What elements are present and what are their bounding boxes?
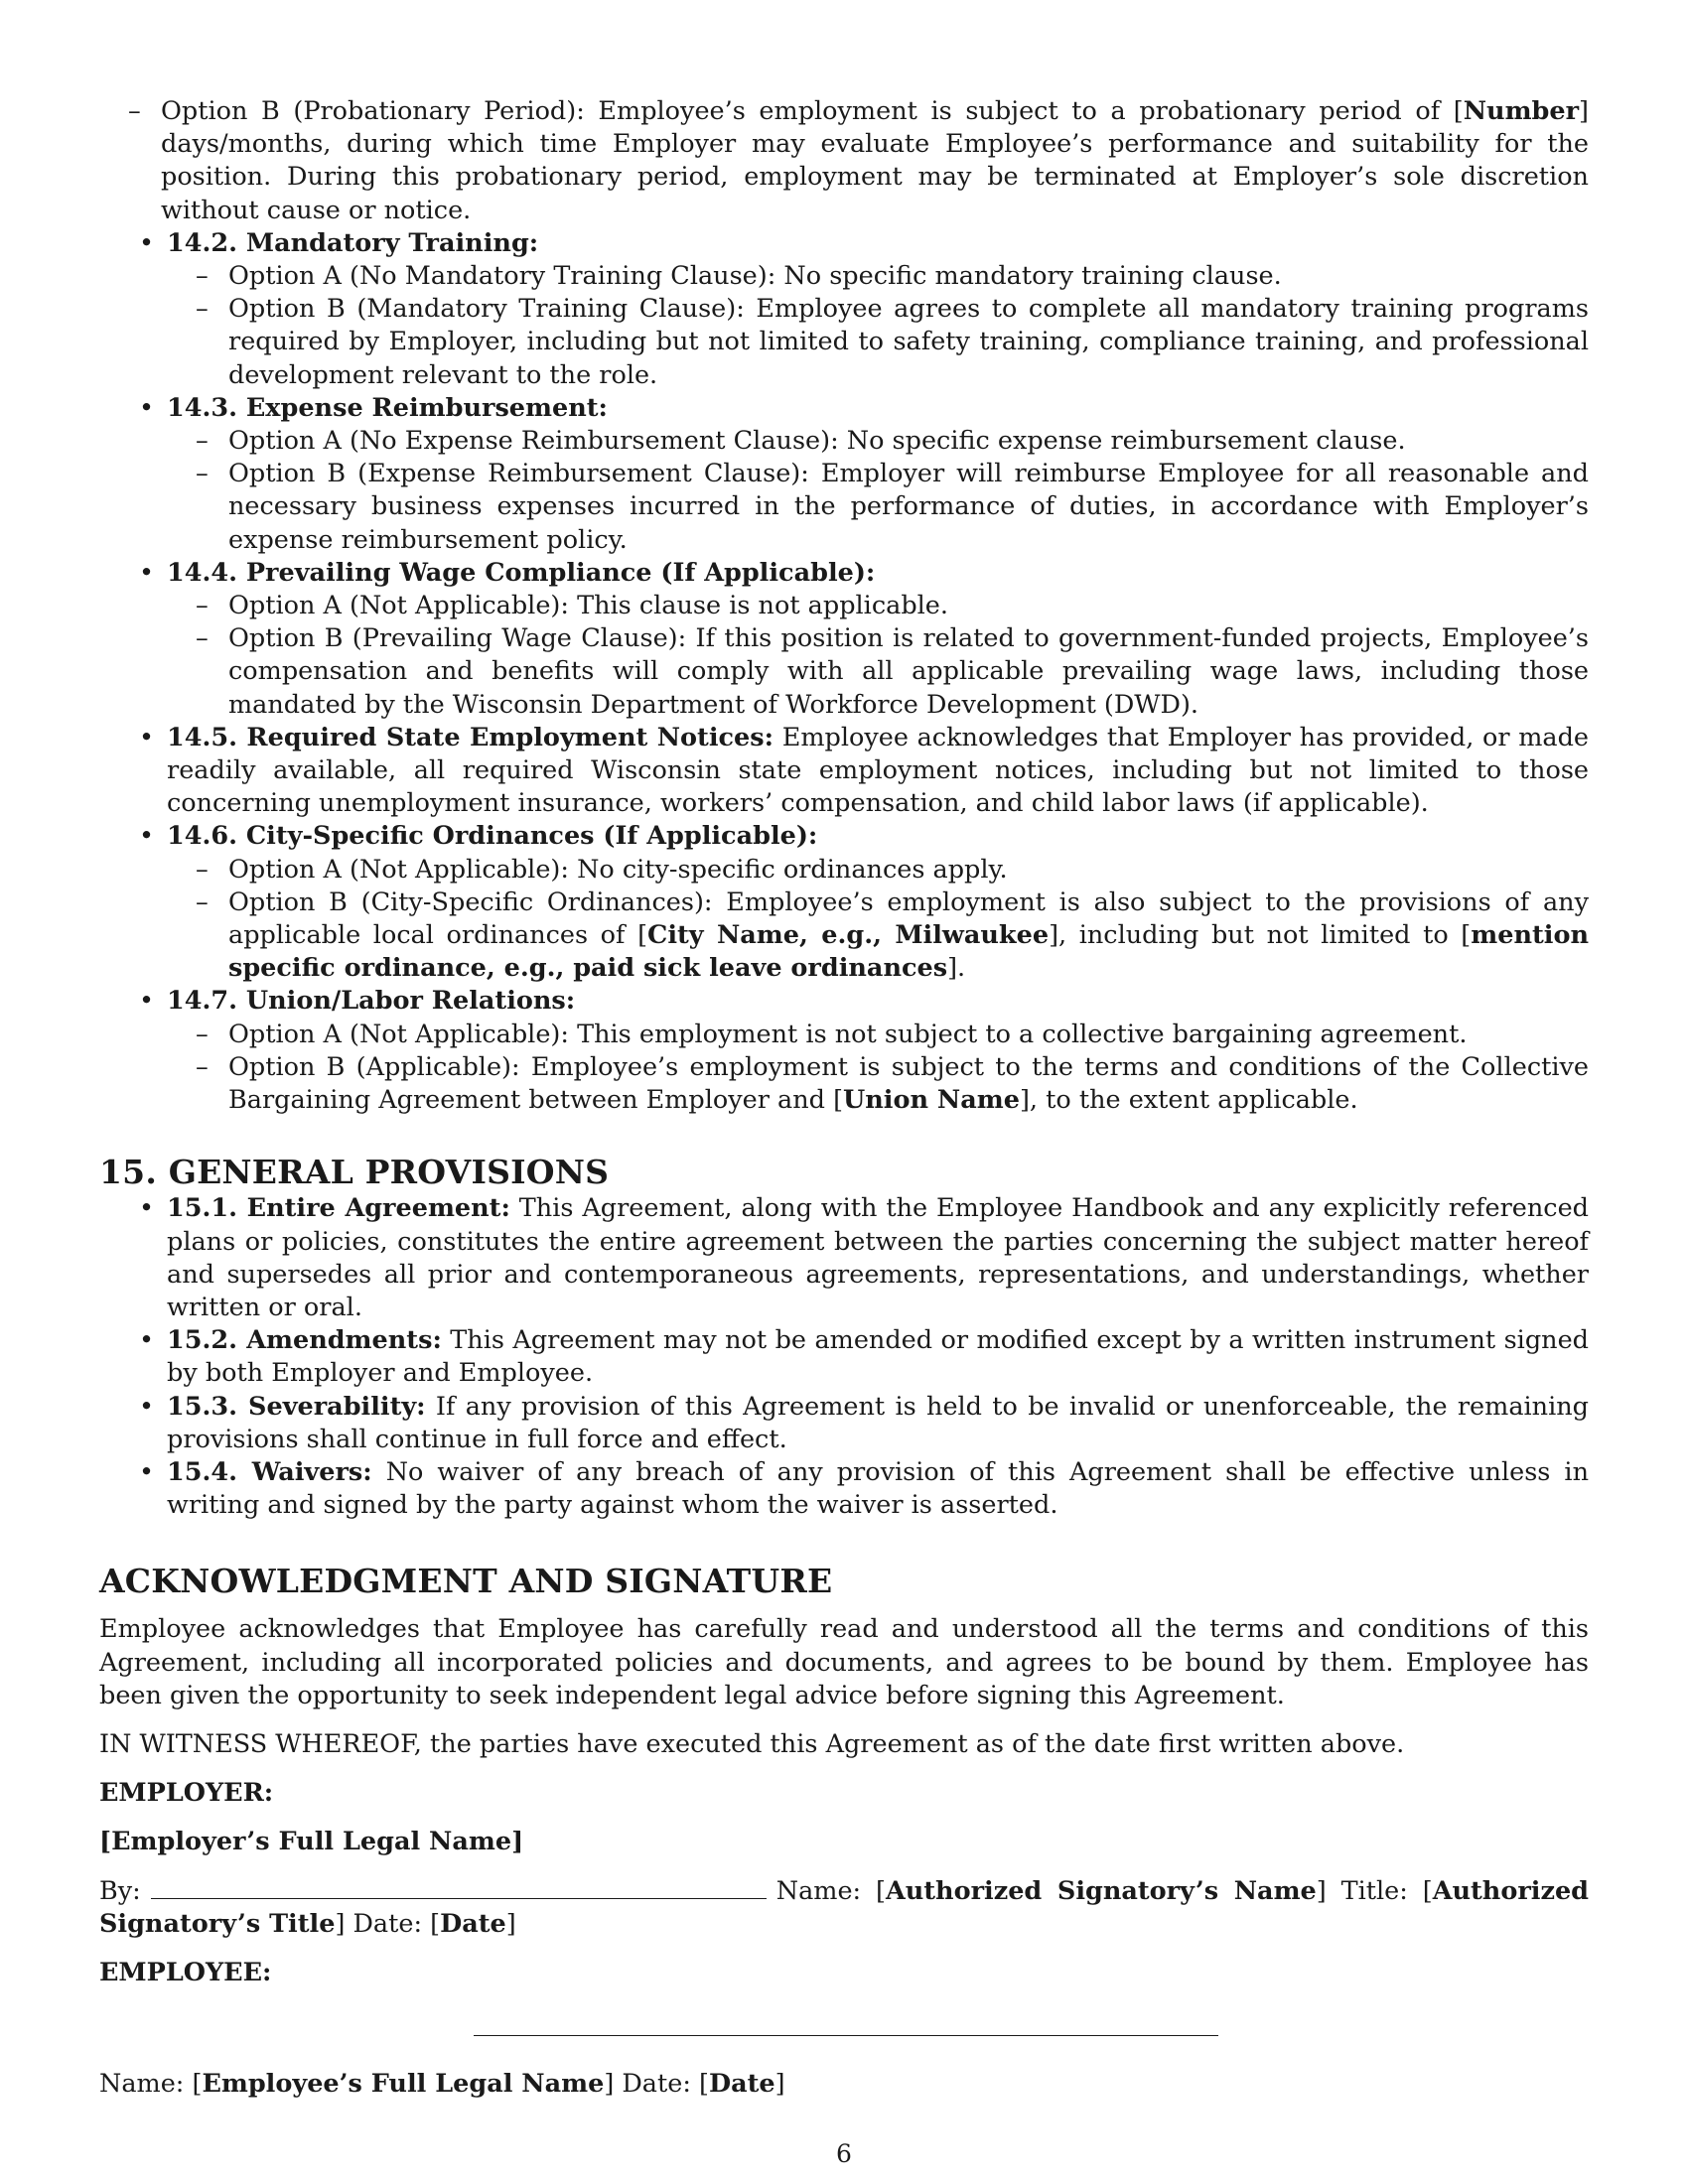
option-a: – Option A (Not Applicable): No city-specific ordinances apply.: [196, 854, 1008, 885]
list-item-14-2: [139, 227, 1589, 392]
list-item-14-7: [139, 985, 1589, 1117]
employee-signature-line[interactable]: [474, 2035, 1218, 2036]
page-number: 6: [836, 2139, 852, 2168]
option-b: – Option B (Mandatory Training Clause): Employee agrees to complete all mandatory training programs required by Employer, including but not limited to safety training, compliance training, and professional development relevant to the role.: [196, 294, 1589, 390]
option-a: – Option A (Not Applicable): This clause is not applicable.: [196, 591, 948, 621]
dash-marker: –: [128, 96, 141, 126]
option-b: – Option B (Expense Reimbursement Clause): Employer will reimburse Employee for all reasonable and necessary business expenses incurred in the performance of duties, in accordance with Employer’s expense reimbursement policy.: [196, 459, 1589, 555]
bullet-icon: •: [139, 821, 155, 852]
list-item-15-2: • 15.2. Amendments: This Agreement may not be amended or modified except by a written instrument signed by both Employer and Employee.: [139, 1325, 1589, 1389]
employer-signature-line[interactable]: [151, 1876, 767, 1899]
list-item-15-1: • 15.1. Entire Agreement: This Agreement, along with the Employee Handbook and any explicitly referenced plans or policies, constitutes the entire agreement between the parties concerning the subject matter hereof and supersedes all prior and contemporaneous agreements, representations, and understandings, whether written or oral.: [139, 1193, 1589, 1322]
bullet-icon: •: [139, 986, 155, 1017]
option-a: – Option A (No Mandatory Training Clause): No specific mandatory training clause.: [196, 261, 1282, 292]
item-title: 14.7. Union/Labor Relations:: [167, 986, 576, 1017]
acknowledgment-heading: ACKNOWLEDGMENT AND SIGNATURE: [99, 1562, 833, 1601]
option-b: – Option B (Applicable): Employee’s employment is subject to the terms and conditions of the Collective Bargaining Agreement between Employer and [Union Name], to the extent applicable.: [196, 1051, 1589, 1116]
section-14-list: [99, 227, 1589, 1117]
employer-signature-block: By: Name: [Authorized Signatory’s Name] Title: [Authorized Signatory’s Title] Date: [Date]: [99, 1875, 1589, 1939]
acknowledgment-paragraph: Employee acknowledges that Employee has carefully read and understood all the terms and conditions of this Agreement, including all incorporated policies and documents, and agrees to be bound by them. Employee has been given the opportunity to seek independent legal advice before signing this Agreement.: [99, 1614, 1589, 1710]
item-title: 14.5. Required State Employment Notices:: [167, 722, 774, 752]
document-page: [99, 95, 1589, 2101]
witness-statement: IN WITNESS WHEREOF, the parties have executed this Agreement as of the date first written above.: [99, 1728, 1405, 1759]
employee-name-date: Name: [Employee’s Full Legal Name] Date: [Date]: [99, 2069, 785, 2100]
probation-option-b: – Option B (Probationary Period): Employee’s employment is subject to a probationary period of [Number] days/months, during which time Employer may evaluate Employee’s performance and suitability for the position. During this probationary period, employment may be terminated at Employer’s sole discretion without cause or notice.: [128, 96, 1589, 225]
employer-name: [Employer’s Full Legal Name]: [99, 1827, 524, 1857]
bullet-icon: •: [139, 722, 155, 752]
item-title: 14.4. Prevailing Wage Compliance (If Applicable):: [167, 557, 876, 588]
employer-label: EMPLOYER:: [99, 1778, 274, 1809]
item-title: 14.2. Mandatory Training:: [167, 227, 539, 258]
item-title: 14.6. City-Specific Ordinances (If Applicable):: [167, 821, 818, 852]
bullet-icon: •: [139, 227, 155, 258]
list-item-14-6: [139, 820, 1590, 985]
section-15-list: [99, 1192, 1589, 1522]
section-15-heading: 15. GENERAL PROVISIONS: [99, 1153, 610, 1192]
employee-label: EMPLOYEE:: [99, 1957, 272, 1987]
option-a: – Option A (Not Applicable): This employment is not subject to a collective bargaining agreement.: [196, 1019, 1468, 1049]
item-title: 14.3. Expense Reimbursement:: [167, 392, 608, 423]
option-b: – Option B (Prevailing Wage Clause): If this position is related to government-funded projects, Employee’s compensation and benefits will comply with all applicable prevailing wage laws, including those mandated by the Wisconsin Department of Workforce Development (DWD).: [196, 623, 1589, 720]
list-item-14-5: • 14.5. Required State Employment Notices: Employee acknowledges that Employer has provided, or made readily available, all required Wisconsin state employment notices, including but not limited to those concerning unemployment insurance, workers’ compensation, and child labor laws (if applicable).: [139, 722, 1589, 819]
bullet-icon: •: [139, 557, 155, 588]
list-item-14-4: [139, 557, 1589, 722]
list-item-15-3: • 15.3. Severability: If any provision of this Agreement is held to be invalid or unenforceable, the remaining provisions shall continue in full force and effect.: [139, 1391, 1590, 1454]
list-item-15-4: • 15.4. Waivers: No waiver of any breach of any provision of this Agreement shall be effective unless in writing and signed by the party against whom the waiver is asserted.: [139, 1456, 1590, 1521]
list-item-14-3: [139, 392, 1589, 557]
option-b: – Option B (City-Specific Ordinances): Employee’s employment is also subject to the provisions of any applicable local ordinances of [City Name, e.g., Milwaukee], including but not limited to [mention specific ordinance, e.g., paid sick leave ordinances].: [196, 887, 1590, 984]
bullet-icon: •: [139, 392, 155, 423]
option-a: – Option A (No Expense Reimbursement Clause): No specific expense reimbursement clause.: [196, 426, 1406, 457]
